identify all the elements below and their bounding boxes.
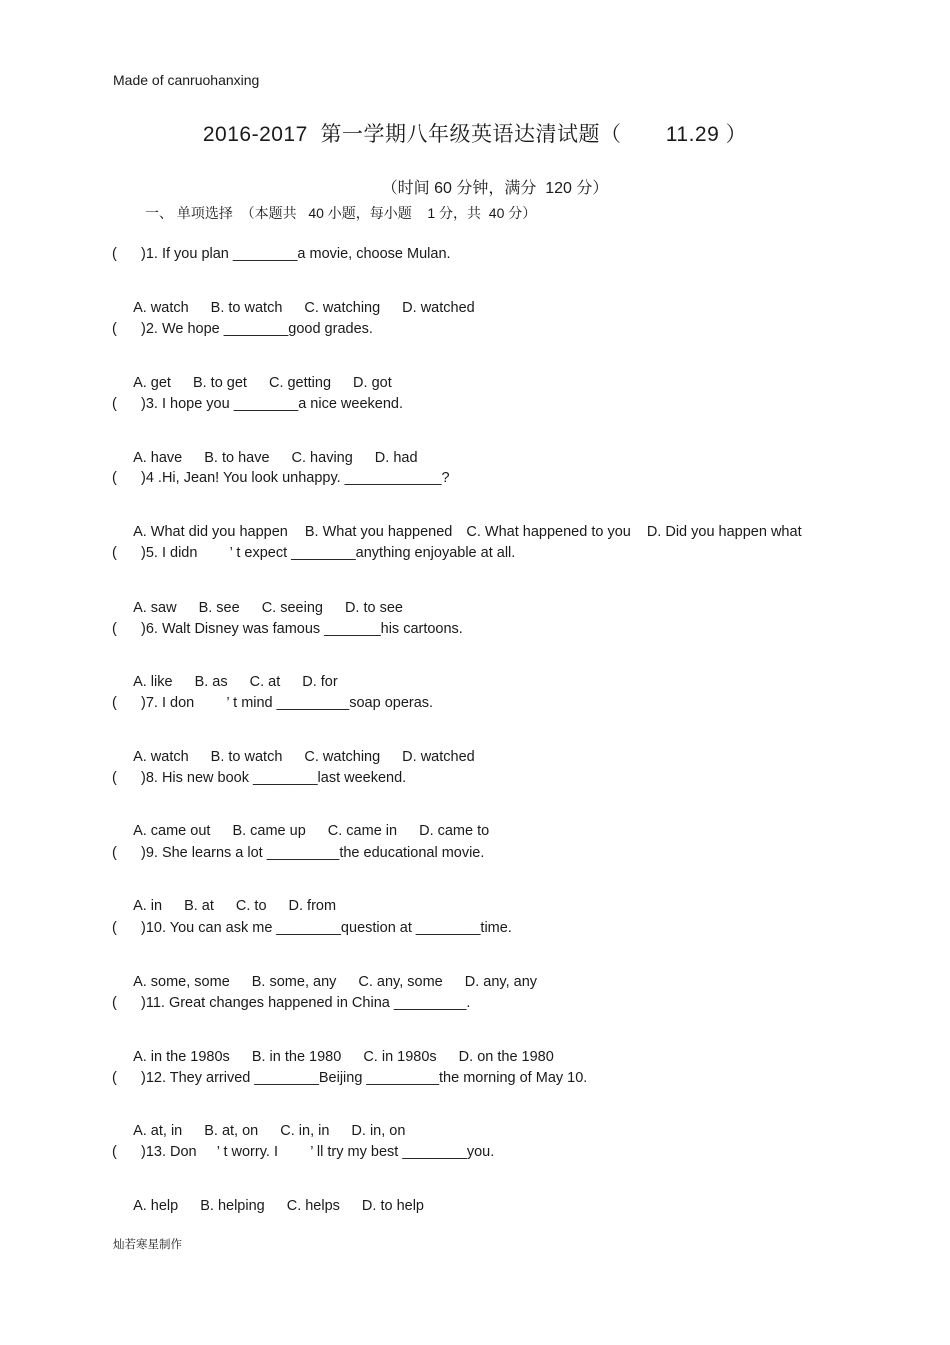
option-c: C. getting (268, 375, 332, 391)
option-d: D. came to (419, 823, 490, 839)
options-9 (125, 882, 358, 914)
footer-note: 灿若寒星制作 (113, 1239, 182, 1251)
question-3: ( )3. I hope you ________a nice weekend. (112, 396, 404, 412)
question-6: ( )6. Walt Disney was famous _______his cartoons. (112, 621, 463, 637)
option-a: A. came out (133, 823, 211, 839)
options-11 (125, 1033, 576, 1065)
options-12 (125, 1107, 427, 1139)
option-b: B. in the 1980 (251, 1049, 342, 1065)
option-b: B. at, on (204, 1123, 259, 1139)
option-b: B. at (184, 898, 214, 914)
option-b: B. see (198, 600, 240, 616)
option-a: A. watch (133, 749, 189, 765)
section-heading: 一、 单项选择 （本题共 40 小题，每小题 1 分，共 40 分） (145, 205, 537, 221)
options-1 (125, 284, 497, 316)
option-b: B. as (194, 674, 228, 690)
header-note: Made of canruohanxing (113, 72, 260, 88)
options-5 (125, 584, 425, 616)
option-b: B. some, any (251, 974, 337, 990)
question-8: ( )8. His new book ________last weekend. (112, 770, 407, 786)
option-d: D. to see (344, 600, 403, 616)
option-d: D. from (288, 898, 337, 914)
option-c: C. in 1980s (363, 1049, 437, 1065)
option-c: C. to (235, 898, 267, 914)
option-c: C. seeing (261, 600, 323, 616)
option-d: D. in, on (351, 1123, 406, 1139)
option-b: B. came up (232, 823, 306, 839)
question-10: ( )10. You can ask me ________question at ________time. (112, 920, 512, 936)
option-c: C. came in (327, 823, 398, 839)
question-2: ( )2. We hope ________good grades. (112, 321, 373, 337)
exam-subtitle: （时间 60 分钟，满分 120 分） (381, 180, 609, 197)
option-c: C. at (249, 674, 281, 690)
option-a: A. some, some (133, 974, 230, 990)
question-12: ( )12. They arrived ________Beijing _________the morning of May 10. (112, 1070, 588, 1086)
question-4: ( )4 .Hi, Jean! You look unhappy. ____________? (112, 470, 450, 486)
option-c: C. any, some (358, 974, 443, 990)
question-13: ( )13. Don ’ t worry. I ’ ll try my best ________you. (112, 1144, 495, 1160)
option-a: A. get (133, 375, 171, 391)
option-d: D. had (374, 450, 418, 466)
option-d: D. got (353, 375, 392, 391)
option-c: C. watching (304, 749, 381, 765)
option-d: D. Did you happen what (646, 524, 802, 540)
option-d: D. watched (402, 749, 475, 765)
option-a: A. watch (133, 300, 189, 316)
options-7 (125, 733, 497, 765)
options-6 (125, 658, 360, 690)
option-a: A. like (133, 674, 173, 690)
option-b: B. to have (204, 450, 270, 466)
option-d: D. watched (402, 300, 475, 316)
option-c: C. in, in (280, 1123, 330, 1139)
option-a: A. help (133, 1198, 179, 1214)
options-3 (125, 434, 440, 466)
option-c: C. watching (304, 300, 381, 316)
options-10 (125, 958, 559, 990)
option-d: D. to help (361, 1198, 424, 1214)
option-b: B. to watch (210, 300, 283, 316)
options-13 (125, 1182, 446, 1214)
question-1: ( )1. If you plan ________a movie, choose Mulan. (112, 246, 451, 262)
option-d: D. on the 1980 (458, 1049, 554, 1065)
question-7: ( )7. I don ’ t mind _________soap operas. (112, 695, 434, 711)
options-4 (125, 508, 802, 540)
option-c: C. helps (286, 1198, 340, 1214)
option-d: D. any, any (464, 974, 538, 990)
option-a: A. What did you happen (133, 524, 288, 540)
option-a: A. in (133, 898, 163, 914)
option-a: A. in the 1980s (133, 1049, 230, 1065)
option-c: C. What happened to you (466, 524, 631, 540)
option-b: B. helping (200, 1198, 265, 1214)
option-a: A. have (133, 450, 183, 466)
question-11: ( )11. Great changes happened in China _________. (112, 995, 471, 1011)
option-a: A. at, in (133, 1123, 183, 1139)
option-b: B. to get (192, 375, 247, 391)
question-5: ( )5. I didn ’ t expect ________anything enjoyable at all. (112, 545, 516, 561)
option-b: B. What you happened (304, 524, 453, 540)
option-a: A. saw (133, 600, 177, 616)
page-title: 2016-2017 第一学期八年级英语达清试题（ 11.29 ） (202, 123, 748, 146)
option-c: C. having (291, 450, 353, 466)
option-d: D. for (302, 674, 338, 690)
question-9: ( )9. She learns a lot _________the educational movie. (112, 845, 485, 861)
options-2 (125, 359, 414, 391)
options-8 (125, 807, 511, 839)
option-b: B. to watch (210, 749, 283, 765)
